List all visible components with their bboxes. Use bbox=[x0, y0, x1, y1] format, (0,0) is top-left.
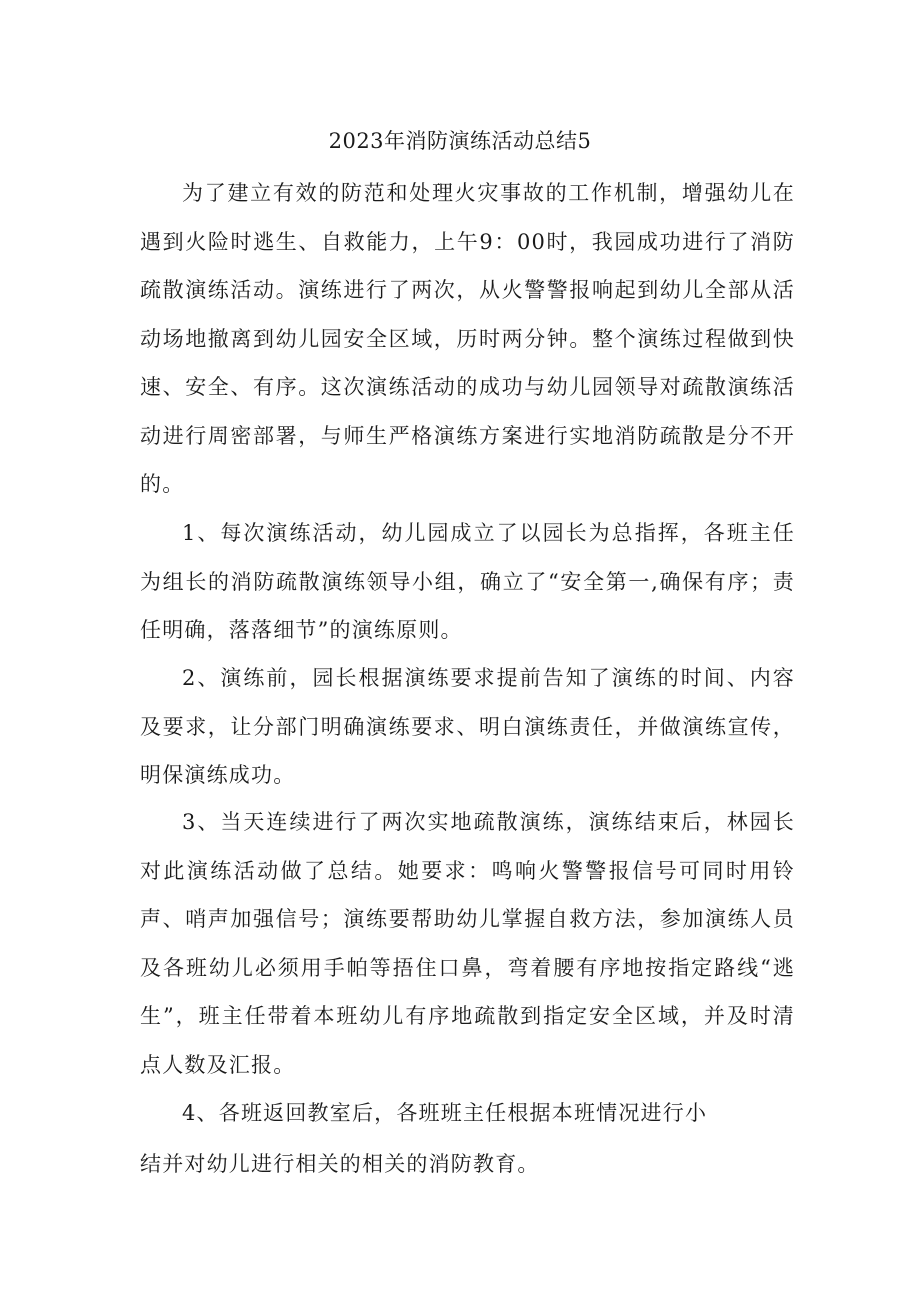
item-3-paragraph: 3、当天连续进行了两次实地疏散演练，演练结束后，林园长对此演练活动做了总结。她要求：鸣响火警警报信号可同时用铃声、哨声加强信号；演练要帮助幼儿掌握自救方法，参加演练人员及各班幼儿必须用手帕等捂住口鼻，弯着腰有序地按指定路线“逃生”，班主任带着本班幼儿有序地疏散到指定安全区域，并及时清点人数及汇报。 bbox=[140, 810, 795, 1077]
item-4-paragraph-line-1: 4、各班返回教室后，各班班主任根据本班情况进行小 bbox=[182, 1101, 708, 1125]
document-title: 2023年消防演练活动总结5 bbox=[328, 129, 592, 153]
item-2-paragraph: 2、演练前，园长根据演练要求提前告知了演练的时间、内容及要求，让分部门明确演练要求、明白演练责任，并做演练宣传，明保演练成功。 bbox=[140, 666, 795, 787]
intro-paragraph: 为了建立有效的防范和处理火灾事故的工作机制，增强幼儿在遇到火险时逃生、自救能力，上午9：00时，我园成功进行了消防疏散演练活动。演练进行了两次，从火警警报响起到幼儿全部从活动场地撤离到幼儿园安全区域，历时两分钟。整个演练过程做到快速、安全、有序。这次演练活动的成功与幼儿园领导对疏散演练活动进行周密部署，与师生严格演练方案进行实地消防疏散是分不开的。 bbox=[140, 181, 795, 496]
item-4-paragraph-line-2: 结并对幼儿进行相关的相关的消防教育。 bbox=[140, 1152, 540, 1176]
item-1-paragraph: 1、每次演练活动，幼儿园成立了以园长为总指挥，各班主任为组长的消防疏散演练领导小组，确立了“安全第一,确保有序；责任明确，落落细节”的演练原则。 bbox=[140, 521, 795, 642]
